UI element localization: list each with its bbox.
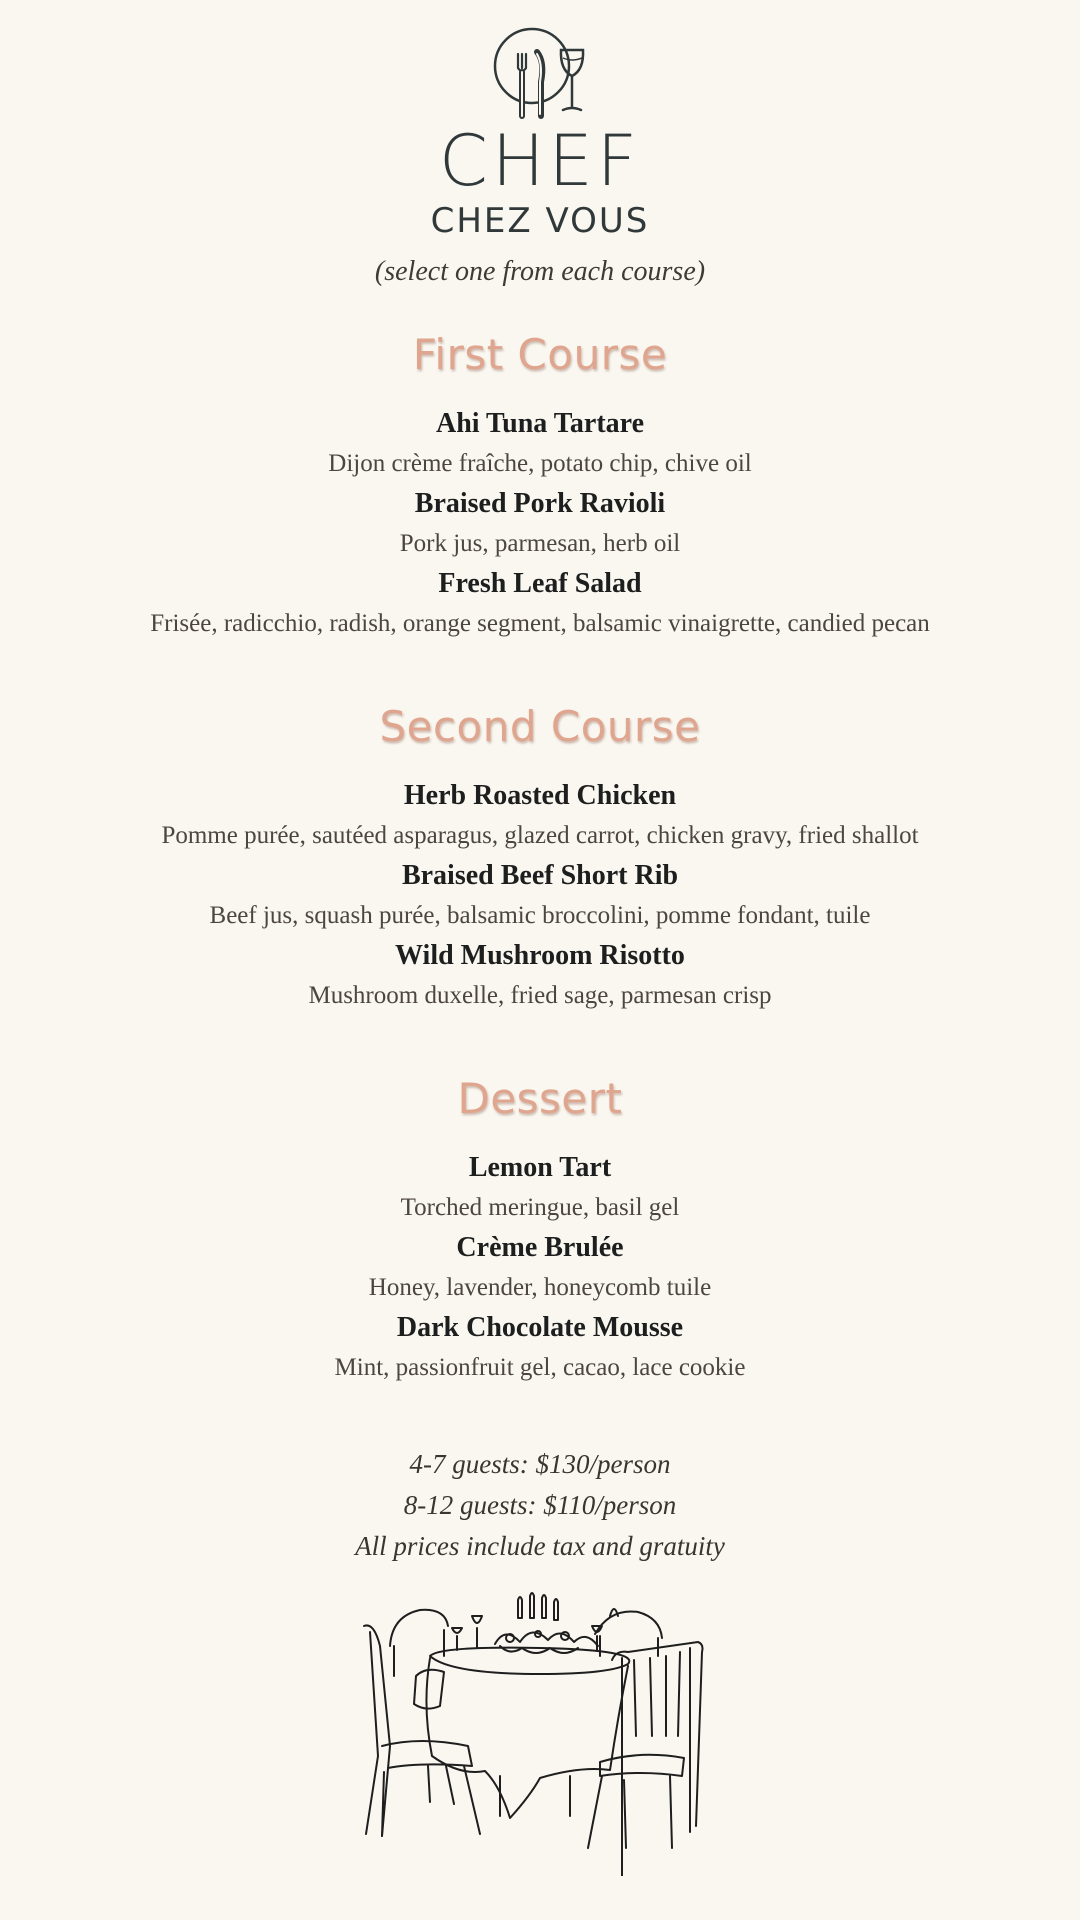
brand-logo <box>0 24 1080 241</box>
brand-subtitle: CHEZ VOUS <box>430 201 650 241</box>
course-title: Second Course <box>379 702 701 751</box>
price-note: All prices include tax and gratuity <box>355 1531 725 1561</box>
course-title: First Course <box>412 330 668 379</box>
dish-name: Ahi Tuna Tartare <box>435 408 645 439</box>
dish-description: Torched meringue, basil gel <box>400 1194 680 1221</box>
dish-name: Fresh Leaf Salad <box>438 568 642 599</box>
price-tier-small: 4-7 guests: $130/person <box>409 1449 671 1479</box>
course-second <box>0 702 1080 1016</box>
dish-description: Beef jus, squash purée, balsamic broccolini, pomme fondant, tuile <box>209 902 871 929</box>
dish-description: Pomme purée, sautéed asparagus, glazed carrot, chicken gravy, fried shallot <box>161 822 919 849</box>
dish-description: Dijon crème fraîche, potato chip, chive oil <box>328 450 752 477</box>
dish-description: Pork jus, parmesan, herb oil <box>399 530 681 557</box>
selection-instruction: (select one from each course) <box>374 256 706 287</box>
dish-name: Wild Mushroom Risotto <box>395 940 685 971</box>
brand-name: CHEF <box>438 120 641 202</box>
plate-fork-knife-wineglass-icon <box>485 24 595 124</box>
dining-table-chairs-illustration <box>360 1586 720 1876</box>
dish-description: Frisée, radicchio, radish, orange segment, balsamic vinaigrette, candied pecan <box>150 610 930 637</box>
price-tier-large: 8-12 guests: $110/person <box>403 1490 677 1520</box>
pricing-block <box>0 1444 1080 1567</box>
dish-name: Herb Roasted Chicken <box>403 780 677 811</box>
dish-name: Braised Pork Ravioli <box>414 488 666 519</box>
course-title: Dessert <box>457 1074 623 1123</box>
dish-name: Dark Chocolate Mousse <box>396 1312 684 1343</box>
course-dessert <box>0 1074 1080 1388</box>
course-first <box>0 330 1080 644</box>
dish-name: Braised Beef Short Rib <box>401 860 679 891</box>
dish-name: Crème Brulée <box>456 1232 624 1263</box>
dish-description: Mushroom duxelle, fried sage, parmesan crisp <box>308 982 772 1009</box>
dish-description: Mint, passionfruit gel, cacao, lace cookie <box>334 1354 746 1381</box>
dish-name: Lemon Tart <box>468 1152 612 1183</box>
dish-description: Honey, lavender, honeycomb tuile <box>368 1274 712 1301</box>
